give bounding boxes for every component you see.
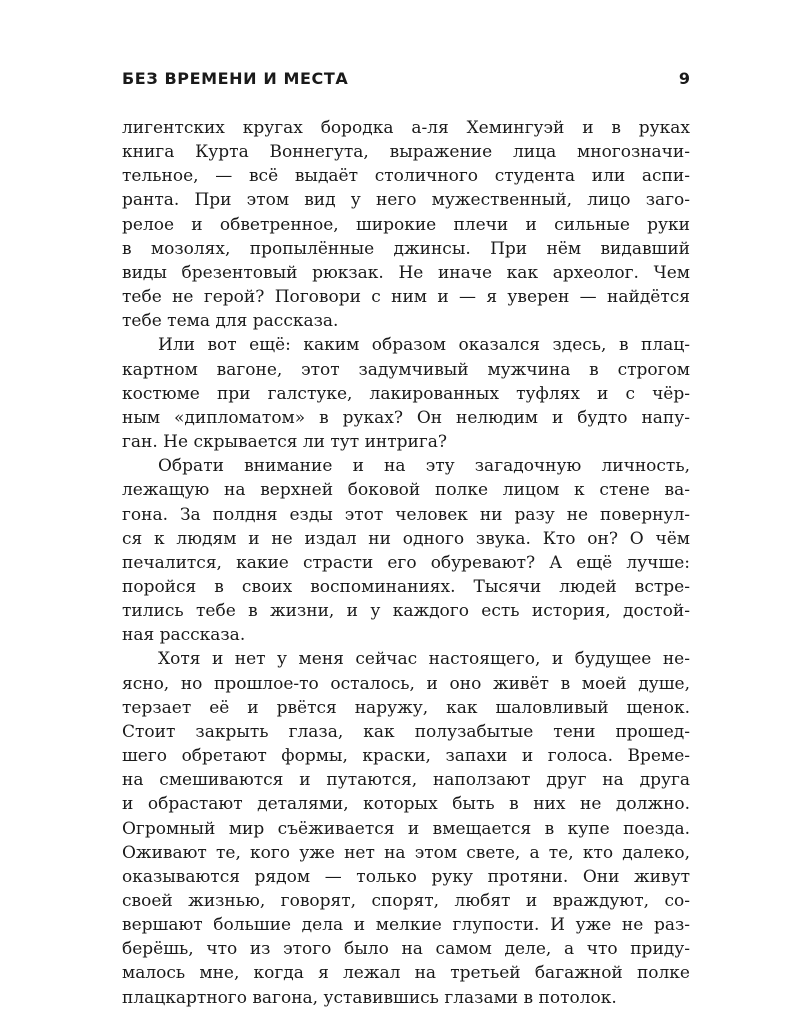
paragraph-1 (122, 116, 690, 333)
text-line: ся к людям и не издал ни одного звука. Кто он? О чём (122, 528, 690, 549)
text-line: малось мне, когда я лежал на третьей багажной полке (122, 963, 690, 984)
text-line: лигентских кругах бородка а-ля Хемингуэй и в руках (122, 118, 690, 138)
text-line: ясно, но прошлое-то осталось, и оно живёт в моей душе, (122, 673, 690, 694)
text-line: терзает её и рвётся наружу, как шаловливый щенок. (122, 697, 690, 718)
text-line: тились тебе в жизни, и у каждого есть история, достой- (122, 601, 690, 622)
paragraph-4 (122, 647, 690, 1009)
paragraph-2 (122, 333, 690, 454)
text-line: вершают большие дела и мелкие глупости. И уже не раз- (122, 915, 690, 936)
text-line: поройся в своих воспоминаниях. Тысячи людей встре- (122, 576, 690, 597)
paragraph-3 (122, 454, 690, 647)
text-line: и обрастают деталями, которых быть в них не должно. (122, 794, 690, 815)
text-line: Обрати внимание и на эту загадочную личность, (158, 456, 690, 477)
text-line: своей жизнью, говорят, спорят, любят и враждуют, со- (122, 891, 690, 911)
text-line: картном вагоне, этот задумчивый мужчина в строгом (122, 359, 690, 380)
text-line: ным «дипломатом» в руках? Он нелюдим и будто напу- (122, 407, 690, 428)
text-line: Хотя и нет у меня сейчас настоящего, и будущее не- (158, 649, 690, 670)
text-line: Огромный мир съёживается и вмещается в купе поезда. (122, 818, 690, 839)
text-line: оказываются рядом — только руку протяни. Они живут (122, 866, 690, 887)
text-line: гона. За полдня езды этот человек ни разу не повернул- (122, 504, 690, 525)
text-line: виды брезентовый рюкзак. Не иначе как археолог. Чем (122, 262, 690, 283)
text-line: в мозолях, пропылённые джинсы. При нём видавший (122, 238, 690, 259)
page-number: 9 (678, 69, 690, 88)
running-title: БЕЗ ВРЕМЕНИ И МЕСТА (122, 69, 349, 88)
text-line: книга Курта Воннегута, выражение лица многозначи- (122, 142, 690, 163)
text-line: берёшь, что из этого было на самом деле, а что приду- (122, 939, 690, 960)
running-head (122, 68, 690, 92)
text-line: костюме при галстуке, лакированных туфлях и с чёр- (122, 383, 690, 404)
text-line: ган. Не скрывается ли тут интрига? (122, 432, 448, 453)
text-line: лежащую на верхней боковой полке лицом к стене ва- (122, 480, 690, 501)
text-line: ная рассказа. (122, 625, 246, 646)
text-line: тебе не герой? Поговори с ним и — я уверен — найдётся (122, 287, 690, 308)
text-line: ранта. При этом вид у него мужественный, лицо заго- (122, 190, 690, 211)
text-line: на смешиваются и путаются, наползают друг на друга (122, 770, 690, 791)
text-line: Стоит закрыть глаза, как полузабытые тени прошед- (122, 721, 690, 742)
text-line: тебе тема для рассказа. (122, 311, 339, 332)
text-line: шего обретают формы, краски, запахи и голоса. Време- (122, 746, 690, 767)
text-line: тельное, — всё выдаёт столичного студента или аспи- (122, 166, 690, 187)
text-line: печалится, какие страсти его обуревают? А ещё лучше: (122, 552, 690, 573)
text-line: Или вот ещё: каким образом оказался здесь, в плац- (158, 335, 690, 356)
text-line: плацкартного вагона, уставившись глазами в потолок. (122, 987, 617, 1008)
text-line: Оживают те, кого уже нет на этом свете, а те, кто далеко, (122, 842, 690, 863)
body-text (122, 116, 690, 1010)
text-line: релое и обветренное, широкие плечи и сильные руки (122, 214, 690, 235)
